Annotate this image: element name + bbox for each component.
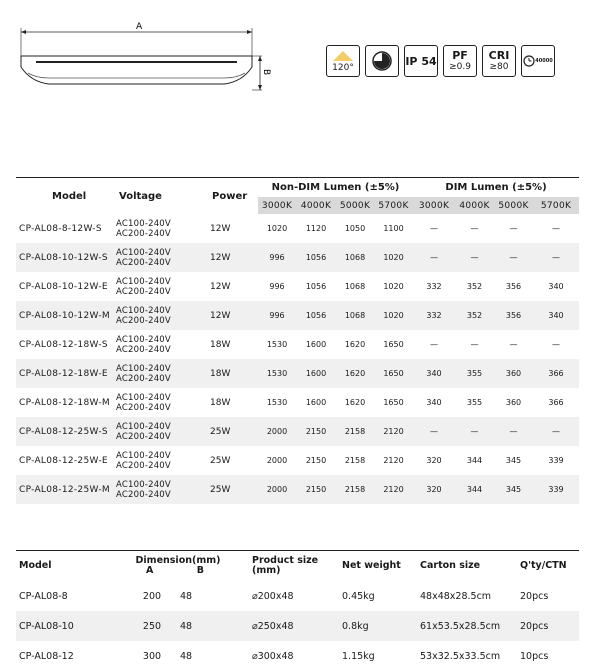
lumen-cell: 360 — [505, 398, 522, 407]
lumen-cell: — — [413, 417, 455, 446]
lumen-cell: 2158 — [336, 417, 374, 446]
table-row — [16, 272, 579, 301]
lifetime-icon — [521, 45, 555, 77]
model-cell: CP-AL08-10-12W-M — [16, 301, 116, 330]
lumen-cell: 1530 — [266, 340, 288, 349]
model-cell: CP-AL08-12 — [19, 650, 74, 662]
voltage-line: AC100-240V — [116, 479, 171, 490]
lumen-cell: 340 — [426, 398, 442, 407]
power-cell: 25W — [204, 417, 258, 446]
table-row — [16, 330, 579, 359]
model-cell: CP-AL08-12-18W-M — [19, 397, 110, 408]
lumen-cell: 360 — [494, 359, 533, 388]
product-size-cell: ⌀250x48 — [252, 611, 342, 641]
dimension-b-cell: 48 — [180, 650, 193, 662]
voltage-cell — [116, 475, 204, 504]
table-row — [16, 417, 579, 446]
power-cell: 12W — [204, 301, 258, 330]
table-row — [16, 214, 579, 243]
lumen-cell: 1120 — [305, 224, 327, 233]
lumen-cell: 339 — [548, 456, 564, 465]
voltage-line: AC200-240V — [116, 402, 171, 413]
beam-angle-value: 120° — [332, 62, 354, 73]
pf-value: ≥0.9 — [449, 62, 471, 72]
model-cell: CP-AL08-12-25W-M — [16, 475, 116, 504]
lumen-cell: 355 — [455, 359, 494, 388]
voltage-line: AC100-240V — [116, 276, 171, 287]
dimension-table — [16, 550, 579, 671]
lifetime-value: 40000 — [535, 57, 553, 64]
lumen-cell: — — [455, 243, 494, 272]
voltage-cell — [116, 301, 204, 330]
net-weight-cell: 0.45kg — [342, 590, 375, 602]
feature-icons — [326, 45, 555, 79]
col-header-carton-size: Carton size — [420, 560, 481, 571]
lumen-cell: — — [494, 243, 533, 272]
lumen-table — [16, 177, 579, 504]
lumen-cell: — — [533, 417, 579, 446]
lumen-cell: — — [470, 224, 479, 233]
lumen-cell: 1620 — [344, 340, 366, 349]
cct-header: 5700K — [533, 197, 579, 214]
power-cell: 25W — [204, 475, 258, 504]
voltage-line: AC200-240V — [116, 315, 171, 326]
carton-size-cell: 48x48x28.5cm — [420, 590, 492, 602]
lumen-cell: 1600 — [305, 340, 327, 349]
power-cell: 12W — [210, 223, 231, 234]
cri-value: ≥80 — [489, 62, 509, 72]
voltage-line: AC200-240V — [116, 257, 171, 268]
dimmable-knob-icon — [365, 45, 399, 77]
lumen-cell: 2000 — [266, 456, 288, 465]
lumen-cell: — — [509, 224, 518, 233]
lumen-cell: 1068 — [344, 282, 366, 291]
lumen-cell: 1530 — [258, 359, 296, 388]
voltage-cell — [116, 330, 204, 359]
lumen-cell: 352 — [466, 282, 483, 291]
pf-icon — [443, 45, 477, 77]
lumen-cell: — — [552, 224, 561, 233]
product-size-cell: ⌀300x48 — [252, 650, 294, 662]
voltage-cell — [116, 359, 204, 388]
lumen-cell: 1650 — [374, 359, 413, 388]
table-row — [16, 301, 579, 330]
lumen-cell: 340 — [548, 282, 564, 291]
lumen-cell: 1620 — [344, 398, 366, 407]
lumen-cell: 1530 — [266, 398, 288, 407]
lumen-cell: 2150 — [305, 456, 327, 465]
cct-header: 4000K — [455, 197, 494, 214]
voltage-cell — [116, 272, 204, 301]
cri-icon — [482, 45, 516, 77]
cct-header: 3000K — [413, 197, 455, 214]
voltage-line: AC200-240V — [116, 344, 171, 355]
table-row — [16, 641, 579, 671]
lumen-cell: — — [552, 340, 561, 349]
voltage-line: AC100-240V — [116, 450, 171, 461]
lumen-cell: 1020 — [374, 301, 413, 330]
table-row — [16, 611, 579, 641]
col-header-dimension — [126, 551, 252, 582]
model-cell: CP-AL08-12-25W-S — [16, 417, 116, 446]
table-row — [16, 581, 579, 611]
col-header-qty: Q'ty/CTN — [520, 560, 567, 571]
lumen-cell: 2120 — [383, 456, 404, 465]
model-cell: CP-AL08-12-18W-E — [16, 359, 116, 388]
lumen-cell: 1050 — [344, 224, 366, 233]
lumen-cell: 2158 — [344, 456, 366, 465]
lumen-cell: 996 — [258, 243, 296, 272]
lumen-cell: — — [533, 243, 579, 272]
lumen-cell: 344 — [455, 475, 494, 504]
lumen-cell: 320 — [413, 475, 455, 504]
product-size-cell: ⌀200x48 — [252, 590, 294, 602]
lumen-cell: 1620 — [336, 359, 374, 388]
lumen-cell: 356 — [494, 301, 533, 330]
power-cell: 18W — [210, 397, 231, 408]
qty-cell: 20pcs — [520, 590, 549, 602]
lumen-cell: 2150 — [296, 417, 336, 446]
carton-size-cell: 61x53.5x28.5cm — [420, 611, 520, 641]
power-cell: 12W — [210, 281, 231, 292]
cri-label: CRI — [488, 49, 510, 62]
cct-header: 4000K — [296, 197, 336, 214]
qty-cell: 20pcs — [520, 611, 579, 641]
lumen-cell: 1056 — [296, 243, 336, 272]
dimension-b-cell: 48 — [178, 611, 252, 641]
qty-cell: 10pcs — [520, 650, 549, 662]
table-row — [16, 446, 579, 475]
model-cell: CP-AL08-12-25W-E — [19, 455, 108, 466]
voltage-line: AC100-240V — [116, 334, 171, 345]
net-weight-cell: 1.15kg — [342, 650, 375, 662]
table-row — [16, 475, 579, 504]
lumen-cell: — — [430, 340, 439, 349]
lumen-cell: 355 — [466, 398, 483, 407]
voltage-line: AC200-240V — [116, 228, 171, 239]
model-cell: CP-AL08-10-12W-E — [19, 281, 108, 292]
dimension-a-cell: 250 — [126, 611, 178, 641]
col-header-model: Model — [52, 190, 87, 202]
lumen-cell: 339 — [533, 475, 579, 504]
carton-size-cell: 53x32.5x33.5cm — [420, 650, 501, 662]
voltage-line: AC100-240V — [116, 421, 171, 432]
lumen-cell: 1650 — [383, 398, 404, 407]
lumen-cell: 356 — [505, 282, 522, 291]
lumen-cell: 2150 — [296, 475, 336, 504]
lumen-cell: 1650 — [383, 340, 404, 349]
lumen-cell: 340 — [533, 301, 579, 330]
lumen-cell: 344 — [466, 456, 483, 465]
power-cell: 18W — [204, 359, 258, 388]
lumen-cell: 1600 — [296, 359, 336, 388]
voltage-cell — [116, 417, 204, 446]
voltage-line: AC200-240V — [116, 489, 171, 500]
lumen-cell: — — [494, 417, 533, 446]
lumen-cell: 1056 — [305, 282, 327, 291]
cct-header: 5700K — [374, 197, 413, 214]
power-cell: 12W — [204, 243, 258, 272]
voltage-line: AC200-240V — [116, 373, 171, 384]
lumen-cell: 366 — [533, 359, 579, 388]
lumen-cell: 1068 — [336, 301, 374, 330]
cct-header: 3000K — [258, 197, 296, 214]
product-dimension-drawing — [16, 18, 286, 100]
lumen-cell: — — [455, 417, 494, 446]
lumen-cell: 1020 — [266, 224, 288, 233]
voltage-line: AC200-240V — [116, 286, 171, 297]
lumen-cell: 340 — [413, 359, 455, 388]
lumen-cell: 332 — [426, 282, 442, 291]
model-cell: CP-AL08-12-18W-S — [19, 339, 108, 350]
col-header-product-size: Product size (mm) — [252, 555, 319, 576]
col-header-power: Power — [212, 190, 248, 202]
col-header-net-weight: Net weight — [342, 560, 401, 571]
lumen-cell: 1056 — [296, 301, 336, 330]
model-cell: CP-AL08-10 — [16, 611, 126, 641]
ip-rating-icon — [404, 45, 438, 77]
lumen-cell: 1600 — [305, 398, 327, 407]
cct-header: 5000K — [336, 197, 374, 214]
pf-label: PF — [452, 49, 468, 62]
voltage-line: AC100-240V — [116, 247, 171, 258]
col-header-dim-lumen: DIM Lumen (±5%) — [445, 182, 547, 193]
lumen-cell: 345 — [494, 475, 533, 504]
lumen-cell: 2000 — [258, 475, 296, 504]
ip-rating-value: IP 54 — [405, 54, 437, 68]
lumen-cell: 1100 — [383, 224, 404, 233]
dimension-a-cell: 300 — [142, 650, 162, 662]
light-beam-icon — [332, 50, 354, 62]
power-cell: 25W — [210, 455, 231, 466]
power-cell: 18W — [210, 339, 231, 350]
table-row — [16, 243, 579, 272]
voltage-cell — [116, 214, 204, 243]
lumen-cell: 1020 — [374, 243, 413, 272]
dimension-title: Dimension(mm) — [135, 555, 221, 566]
col-header-model: Model — [19, 560, 52, 571]
lumen-cell: 345 — [505, 456, 522, 465]
dimension-a-cell: 200 — [142, 590, 162, 602]
voltage-cell — [116, 446, 204, 475]
model-cell: CP-AL08-8 — [19, 590, 68, 602]
lumen-cell: 2000 — [258, 417, 296, 446]
voltage-cell — [116, 388, 204, 417]
lumen-cell: 996 — [269, 282, 285, 291]
lumen-cell: — — [413, 243, 455, 272]
lumen-cell: — — [509, 340, 518, 349]
dimension-b-header: B — [196, 565, 204, 576]
lumen-cell: 2120 — [374, 417, 413, 446]
voltage-line: AC200-240V — [116, 431, 171, 442]
dimension-a-header: A — [146, 565, 154, 576]
lumen-cell: 352 — [455, 301, 494, 330]
voltage-line: AC100-240V — [116, 305, 171, 316]
lumen-cell: 332 — [413, 301, 455, 330]
lumen-cell: 1068 — [336, 243, 374, 272]
voltage-line: AC100-240V — [116, 218, 171, 229]
cct-header: 5000K — [494, 197, 533, 214]
table-row — [16, 359, 579, 388]
model-cell: CP-AL08-8-12W-S — [19, 223, 102, 234]
voltage-cell — [116, 243, 204, 272]
lumen-cell: 1020 — [383, 282, 404, 291]
lumen-cell: — — [430, 224, 439, 233]
voltage-line: AC100-240V — [116, 363, 171, 374]
lumen-cell: 2120 — [374, 475, 413, 504]
table-row — [16, 388, 579, 417]
net-weight-cell: 0.8kg — [342, 611, 420, 641]
col-header-nondim-lumen: Non-DIM Lumen (±5%) — [271, 182, 400, 193]
voltage-line: AC100-240V — [116, 392, 171, 403]
dimension-label-b: B — [261, 69, 271, 76]
lumen-cell: 2158 — [336, 475, 374, 504]
beam-angle-icon — [326, 45, 360, 77]
lumen-cell: 320 — [426, 456, 442, 465]
lumen-cell: — — [470, 340, 479, 349]
voltage-line: AC200-240V — [116, 460, 171, 471]
col-header-voltage: Voltage — [119, 190, 162, 202]
dimension-b-cell: 48 — [180, 590, 193, 602]
lumen-cell: 366 — [548, 398, 564, 407]
model-cell: CP-AL08-10-12W-S — [16, 243, 116, 272]
lumen-cell: 996 — [258, 301, 296, 330]
dimension-label-a: A — [136, 22, 143, 32]
